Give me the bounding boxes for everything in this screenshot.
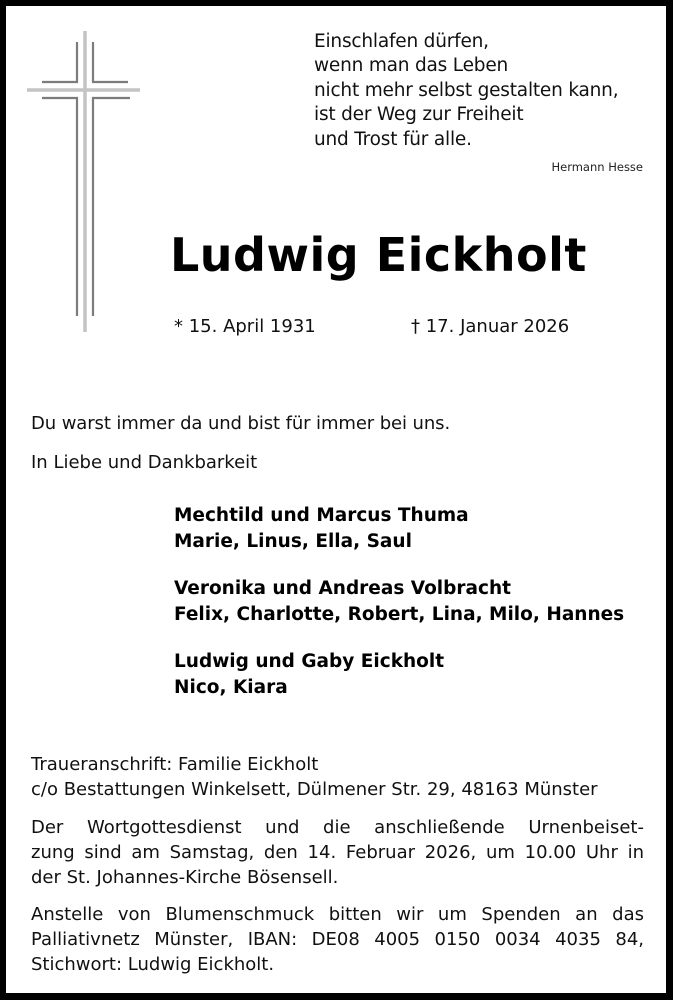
mourner-couple: Ludwig und Gaby Eickholt: [174, 651, 445, 672]
mourner-family: [174, 503, 469, 554]
donation-line: Anstelle von Blumenschmuck bitten wir um Spenden an das: [31, 904, 644, 925]
poem-author: Hermann Hesse: [551, 160, 643, 174]
mourner-couple: Veronika und Andreas Volbracht: [174, 578, 511, 599]
poem-line: ist der Weg zur Freiheit: [314, 104, 524, 126]
service-line: Der Wortgottesdienst und die anschließende Urnenbeiset-: [31, 817, 644, 838]
mourner-family: [174, 576, 624, 627]
birth-date: * 15. April 1931: [174, 316, 316, 337]
poem-line: und Trost für alle.: [314, 128, 472, 150]
mourner-children: Felix, Charlotte, Robert, Lina, Milo, Hannes: [174, 603, 625, 625]
deceased-name: Ludwig Eickholt: [170, 228, 587, 282]
cross-icon: [0, 0, 160, 340]
mourner-family: [174, 649, 444, 700]
mourning-address: [31, 752, 644, 802]
mourner-couple: Mechtild und Marcus Thuma: [174, 505, 469, 526]
address-line: c/o Bestattungen Winkelsett, Dülmener Str. 29, 48163 Münster: [31, 779, 598, 800]
death-date: † 17. Januar 2026: [411, 316, 570, 337]
poem-line: wenn man das Leben: [314, 55, 509, 77]
poem-line: Einschlafen dürfen,: [314, 31, 489, 52]
poem-line: nicht mehr selbst gestalten kann,: [314, 79, 619, 101]
service-line: zung sind am Samstag, den 14. Februar 2026, um 10.00 Uhr in: [31, 842, 644, 863]
donation-line: Palliativnetz Münster, IBAN: DE08 4005 0150 0034 4035 84,: [31, 929, 644, 950]
gratitude-line: In Liebe und Dankbarkeit: [31, 452, 258, 473]
mourner-children: Marie, Linus, Ella, Saul: [174, 530, 412, 552]
service-line: der St. Johannes-Kirche Bösensell.: [31, 867, 339, 888]
poem: [314, 30, 618, 152]
address-line: Traueranschrift: Familie Eickholt: [31, 754, 319, 775]
donation-info: [31, 902, 644, 977]
service-info: [31, 815, 644, 890]
farewell-message: Du warst immer da und bist für immer bei uns.: [31, 413, 451, 434]
donation-line: Stichwort: Ludwig Eickholt.: [31, 954, 275, 975]
mourner-children: Nico, Kiara: [174, 676, 288, 698]
